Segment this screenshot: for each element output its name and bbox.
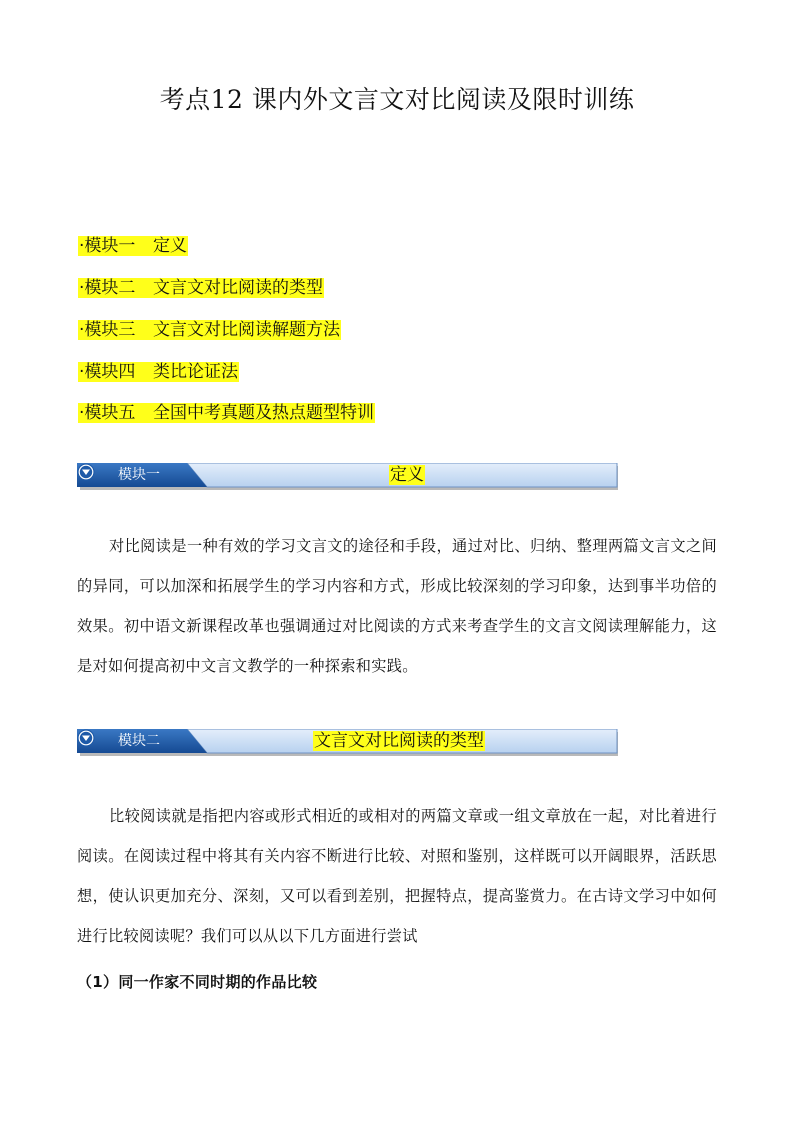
chevron-down-circle-icon[interactable]: [77, 729, 95, 747]
toc-item-label: 定义: [153, 236, 187, 256]
toc-item-number: ·模块一: [79, 236, 136, 256]
toc-item[interactable]: [78, 317, 341, 343]
toc-item-number: ·模块五: [79, 403, 136, 423]
toc-item-label: 文言文对比阅读解题方法: [153, 320, 340, 340]
section-1-body: 对比阅读是一种有效的学习文言文的途径和手段，通过对比、归纳、整理两篇文言文之间的异同，可以加深和拓展学生的学习内容和方式，形成比较深刻的学习印象，达到事半功倍的效果。初中语文新课程改革也强调通过对比阅读的方式来考查学生的文言文阅读理解能力，这是对如何提高初中文言文教学的一种探索和实践。: [77, 537, 717, 675]
banner-title: 文言文对比阅读的类型: [314, 731, 484, 751]
toc-item[interactable]: [78, 400, 375, 426]
banner-tab-label: 模块一: [118, 467, 160, 483]
page-title: 考点12 课内外文言文对比阅读及限时训练: [159, 85, 635, 114]
toc-item-number: ·模块四: [79, 362, 136, 382]
toc-item[interactable]: [78, 275, 324, 301]
toc-item[interactable]: [78, 359, 239, 385]
banner-tab-label: 模块二: [118, 733, 160, 749]
toc-item[interactable]: [78, 233, 188, 259]
toc-item-label: 文言文对比阅读的类型: [153, 278, 323, 298]
chevron-down-circle-icon[interactable]: [77, 463, 95, 481]
toc-item-label: 类比论证法: [153, 362, 238, 382]
banner-title: 定义: [390, 465, 424, 485]
section-banner-1: [77, 463, 619, 491]
section-banner-2: [77, 729, 619, 757]
toc-item-label: 全国中考真题及热点题型特训: [153, 403, 374, 423]
section-2-body: 比较阅读就是指把内容或形式相近的或相对的两篇文章或一组文章放在一起，对比着进行阅读。在阅读过程中将其有关内容不断进行比较、对照和鉴别，这样既可以开阔眼界，活跃思想，使认识更加充分、深刻，又可以看到差别，把握特点，提高鉴赏力。在古诗文学习中如何进行比较阅读呢？我们可以从以下几方面进行尝试: [77, 807, 717, 945]
toc-item-number: ·模块三: [79, 320, 136, 340]
subheading: （1）同一作家不同时期的作品比较: [77, 973, 318, 991]
toc-item-number: ·模块二: [79, 278, 136, 298]
